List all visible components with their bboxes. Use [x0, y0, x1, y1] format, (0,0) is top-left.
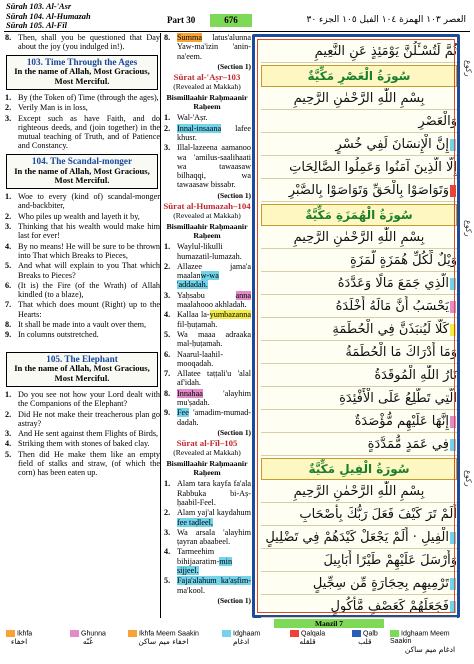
arabic-verse-line: وَمَا أَدْرَاكَ مَا الْحُطَمَةُ — [261, 342, 457, 364]
color-swatch — [390, 630, 399, 637]
bismillah-translation: In the name of Allah, Most Gracious, Most Merciful. — [14, 165, 150, 186]
arabic-verse-line: الْفِيلِ · أَلَمْ يَجْعَلْ كَيْدَهُمْ فِي تَضْلِيلٍ — [261, 527, 457, 549]
surah-line: Sūrah 103. Al-'Asr — [6, 2, 72, 11]
arabic-verse-line: ثُمَّ لَتُسْـَٔلُنَّ يَوْمَئِذٍ عَنِ النَّعِيمِ — [261, 41, 457, 63]
arabic-verse-line: كَلَّا لَيُنبَذَنَّ فِي الْحُطَمَةِ — [261, 319, 457, 341]
surah-heading: Sūrat al-Fīl–105 — [176, 438, 238, 449]
arabic-verse-line: وَالْعَصْرِ — [261, 111, 457, 133]
page-header — [4, 2, 470, 32]
page-number: 676 — [210, 14, 252, 27]
surah-banner: سُورَةُ الْعَصْرِ مَكِّيَّةٌ — [261, 65, 457, 87]
surah-line: Sūrah 104. Al-Humazah — [6, 11, 91, 21]
section-mark: (Section 1) — [217, 427, 251, 437]
bismillah-transliteration: Bismillaahir Raḥmaanir Raḥeem — [166, 92, 248, 112]
arabic-verse-line: وَيْلٌ لِّكُلِّ هُمَزَةٍ لُّمَزَةٍ — [261, 250, 457, 272]
verse: 2. Allazee jama'a maalanw-wa 'addadah. — [164, 261, 251, 290]
color-swatch — [128, 630, 137, 637]
section-mark: (Section 1) — [217, 61, 251, 71]
color-swatch — [290, 630, 299, 637]
tajweed-mark — [450, 185, 456, 197]
section-mark: (Section 1) — [217, 595, 251, 605]
arabic-verse-line: وَأَرْسَلَ عَلَيْهِمْ طَيْرًا أَبَابِيلَ — [261, 550, 457, 572]
verse: 6. (It is) the Fire (of the Wrath) of Allah kindled (to a blaze), — [5, 280, 160, 300]
verse: 1. Waylul-likulli humazatil-lumazah. — [164, 242, 242, 261]
revelation-place: (Revealed at Makkah) — [173, 211, 241, 221]
bismillah-translation: In the name of Allah, Most Gracious, Most Merciful. — [14, 66, 150, 87]
tajweed-mark — [450, 324, 456, 336]
ruku-mark: ركوع — [464, 60, 473, 77]
surah-heading: Sūrat al-Humazah–104 — [163, 201, 251, 212]
surah-line: Sūrah 105. Al-Fīl — [6, 21, 67, 31]
legend-item: Idghaam Meem Saakin ادغام ميم ساكن — [390, 630, 456, 655]
surah-heading: Sūrat al-'Aṣr–103 — [173, 72, 241, 83]
verse: 2. Innal-insaana lafee khusr. — [164, 123, 251, 142]
verse: 4. By no means! He will be sure to be thrown into That which Breaks to Pieces, — [5, 241, 160, 260]
verse: 3. Yaḥsabu anna maalahooo akhladah. — [164, 290, 251, 310]
verse: 8. Then, shall you be questioned that Day about the joy (you indulged in!). — [5, 33, 160, 52]
verse: 4. Tarmeehim bihijaaratim-min sijjeel. — [164, 547, 233, 576]
manzil-label: Manzil 7 — [274, 619, 384, 628]
tajweed-mark — [450, 439, 456, 451]
header-divider — [4, 31, 470, 32]
arabic-verse-line: الَّذِي جَمَعَ مَالًا وَعَدَّدَهُ — [261, 273, 457, 295]
arabic-bismillah: بِسْمِ اللّٰهِ الرَّحْمٰنِ الرَّحِيمِ — [261, 227, 457, 249]
arabic-bismillah: بِسْمِ اللّٰهِ الرَّحْمٰنِ الرَّحِيمِ — [261, 88, 457, 110]
arabic-verse-line: أَلَمْ تَرَ كَيْفَ فَعَلَ رَبُّكَ بِأَصْحَابِ — [261, 504, 457, 526]
verse: 9. Fee 'amadim-mumad-dadah. — [164, 408, 251, 427]
surah-title: 104. The Scandal-monger — [31, 155, 133, 166]
surah-title: 103. Time Through the Ages — [26, 56, 138, 67]
verse: 5. Faja'alahum ka'aṣfim-ma'kool. — [164, 576, 251, 595]
arabic-verse-line: إِلَّا الَّذِينَ آمَنُوا وَعَمِلُوا الصَّالِحَاتِ — [261, 157, 457, 179]
surah-title-box — [6, 352, 158, 387]
arabic-header: العصر ١٠٣ الهمزة ١٠٤ الفيل ١٠٥ الجزء ٣٠ — [306, 15, 466, 25]
verse: 6. Naarul-laahil-mooqadah. — [164, 349, 223, 368]
verse: 3. Thinking that his wealth would make him last for ever! — [5, 222, 160, 241]
legend-item: Ikhfa اخفاء — [6, 630, 32, 646]
color-swatch — [222, 630, 231, 637]
part-label: Part 30 — [167, 15, 196, 25]
tajweed-mark — [450, 601, 456, 613]
arabic-verse-line: إِنَّهَا عَلَيْهِم مُّؤْصَدَةٌ — [261, 411, 457, 433]
verse: 1. Wal-'Aṣr. — [164, 113, 208, 123]
color-swatch — [70, 630, 79, 637]
surah-title-box — [6, 154, 158, 189]
revelation-place: (Revealed at Makkah) — [173, 448, 241, 458]
arabic-verse-line: إِنَّ الْإِنسَانَ لَفِي خُسْرٍ — [261, 134, 457, 156]
bismillah-transliteration: Bismillaahir Raḥmaanir Raḥeem — [166, 221, 248, 240]
surah-title-box — [6, 55, 158, 90]
bismillah-translation: In the name of Allah, Most Gracious, Most Merciful. — [14, 363, 150, 384]
legend-item: Qalqala قلقله — [290, 630, 325, 646]
arabic-frame — [252, 34, 460, 618]
verse: 3. Wa arsala 'alayhim ṭayran abaabeel. — [164, 527, 251, 547]
arabic-verse-line: وَتَوَاصَوْا بِالْحَقِّ وَتَوَاصَوْا بِالصَّبْرِ — [261, 180, 457, 202]
verse: 9. In columns outstretched. — [5, 330, 99, 340]
surah-list — [6, 2, 91, 31]
verse: 2. Verily Man is in loss, — [5, 103, 88, 113]
tajweed-mark — [450, 578, 456, 590]
ruku-mark: ركوع — [464, 470, 473, 487]
verse: 2. Did He not make their treacherous plan go astray? — [5, 409, 160, 428]
verse: 3. And He sent against them Flights of Birds, — [5, 429, 159, 439]
arabic-verse-line: يَحْسَبُ أَنَّ مَالَهُ أَخْلَدَهُ — [261, 296, 457, 318]
verse: 5. Wa maaa adraaka mal-ḥuṭamah. — [164, 329, 251, 349]
translation-column — [4, 33, 161, 618]
verse: 1. Do you see not how your Lord dealt with the Companions of the Elephant? — [5, 390, 160, 409]
verse: 4. Kallaa la-yumbazanna fil-ḥuṭamah. — [164, 310, 251, 329]
verse: 8. It shall be made into a vault over them, — [5, 320, 147, 330]
verse: 1. By (the Token of) Time (through the ages), — [5, 92, 159, 102]
ruku-mark: ركوع — [464, 220, 473, 237]
arabic-bismillah: بِسْمِ اللّٰهِ الرَّحْمٰنِ الرَّحِيمِ — [261, 481, 457, 503]
arabic-verse-line: تَرْمِيهِم بِحِجَارَةٍ مِّن سِجِّيلٍ — [261, 573, 457, 595]
verse: 2. Alam yaj'al kaydahum fee taḍleel, — [164, 508, 251, 527]
verse: 4. Striking them with stones of baked clay. — [5, 439, 150, 449]
surah-banner: سُورَةُ الْفِيلِ مَكِّيَّةٌ — [261, 458, 457, 480]
revelation-place: (Revealed at Makkah) — [173, 82, 241, 92]
verse: 7. Allatee taṭṭali'u 'alal af'idah. — [164, 369, 251, 388]
legend-item: Idghaam ادغام — [222, 630, 260, 646]
tajweed-mark — [450, 301, 456, 313]
bismillah-transliteration: Bismillaahir Raḥmaanir Raḥeem — [166, 458, 248, 478]
tajweed-mark — [450, 416, 456, 428]
verse: 5. And what will explain to you That which Breaks to Pieces? — [5, 261, 160, 280]
transliteration-column — [163, 33, 251, 618]
legend-item: Ghunna غُنّه — [70, 630, 106, 646]
arabic-verse-line: فِي عَمَدٍ مُّمَدَّدَةٍ — [261, 434, 457, 456]
verse: 3. Illal-lazeena aamanoo wa 'amilus-saalihaati wa tawaasaw bilhaqqi, wa tawaasaw bissabr. — [164, 143, 251, 190]
tajweed-legend — [4, 630, 470, 662]
tajweed-mark — [450, 139, 456, 151]
arabic-verse-line: نَارُ اللّٰهِ الْمُوقَدَةُ — [261, 365, 457, 387]
verse: 8. Innahaa 'alayhim mu'ṣadah. — [164, 388, 251, 407]
color-swatch — [352, 630, 361, 637]
verse: 8. Summa latus'alunna Yaw-ma'izin 'anin-na'eem. — [164, 33, 251, 61]
surah-banner: سُورَةُ الْهُمَزَةِ مَكِّيَّةٌ — [261, 204, 457, 226]
verse: 1. Woe to every (kind of) scandal-monger and-backbiter, — [5, 192, 160, 211]
section-mark: (Section 1) — [217, 190, 251, 200]
verse: 1. Alam tara kayfa fa'ala Rabbuka bi-Aṣ-ḥaabil-Feel. — [164, 479, 251, 507]
color-swatch — [6, 630, 15, 637]
verse: 7. That which does mount (Right) up to the Hearts: — [5, 300, 160, 319]
tajweed-mark — [450, 278, 456, 290]
legend-item: Qalb قلب — [352, 630, 378, 646]
verse: 3. Except such as have Faith, and do righteous deeds, and (join together) in the mutual teaching of Truth, and of Patience and Constancy. — [5, 113, 160, 151]
surah-title: 105. The Elephant — [46, 353, 118, 364]
verse: 5. Then did He make them like an empty field of stalks and straw, (of which the corn) has been eaten up. — [5, 449, 160, 478]
arabic-verse-line: فَجَعَلَهُمْ كَعَصْفٍ مَّأْكُولٍ — [261, 596, 457, 618]
tajweed-mark — [450, 532, 456, 544]
verse: 2. Who piles up wealth and layeth it by, — [5, 211, 140, 221]
legend-item: Ikhfa Meem Saakin اخفاء ميم ساكن — [128, 630, 199, 646]
arabic-verse-line: الَّتِي تَطَّلِعُ عَلَى الْأَفْئِدَةِ — [261, 388, 457, 410]
